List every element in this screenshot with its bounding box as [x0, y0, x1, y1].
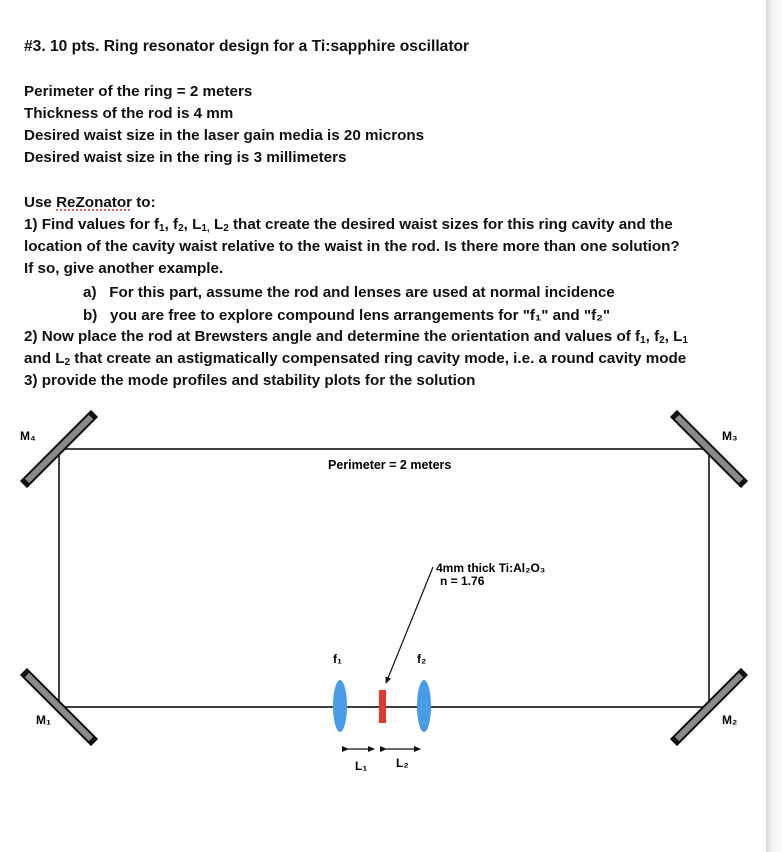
mirror-m1-label: M₁: [36, 713, 51, 727]
question-1-line-3: If so, give another example.: [24, 260, 224, 277]
ti-sapphire-rod: [379, 690, 386, 723]
page-edge-shadow: [766, 0, 782, 852]
q1b-marker: b): [83, 307, 98, 324]
spec-perimeter: Perimeter of the ring = 2 meters: [24, 83, 253, 100]
q2-line2-post: that create an astigmatically compensated ring cavity mode, i.e. a round cavity mode: [70, 350, 687, 367]
use-prefix: Use: [24, 194, 57, 211]
rezonator-word: ReZonator: [56, 194, 133, 211]
lens-f1-label: f₁: [333, 652, 342, 666]
perimeter-label: Perimeter = 2 meters: [328, 458, 452, 472]
lens-f2-label: f₂: [417, 652, 427, 666]
question-1-line-1: 1) Find values for $f_1$, $f_2$, $L_{1,}$ $L_2$ that create the desired waist sizes for this ring cavity and the: [24, 216, 673, 234]
problem-title: #3. 10 pts. Ring resonator design for a Ti:sapphire oscillator: [24, 38, 470, 55]
lens-f1: [333, 680, 347, 732]
mirror-m2-label: M₂: [722, 713, 738, 727]
distance-l2-label: L₂: [396, 756, 409, 770]
q1-line1-post: that create the desired waist sizes for this ring cavity and the: [228, 216, 673, 233]
rod-label-line1: 4mm thick Ti:Al₂O₃: [436, 561, 546, 575]
q1a-text: For this part, assume the rod and lenses are used at normal incidence: [109, 284, 615, 301]
cavity-beam-path: [59, 449, 709, 707]
q1b-text: you are free to explore compound lens arrangements for "f₁" and "f₂": [110, 307, 611, 324]
mirror-m4-label: M₄: [20, 429, 36, 443]
q1a-marker: a): [83, 284, 97, 301]
rod-label-line2: n = 1.76: [440, 574, 485, 588]
lens-f2: [417, 680, 431, 732]
question-3: 3) provide the mode profiles and stability plots for the solution: [24, 372, 476, 389]
spec-waist-gain: Desired waist size in the laser gain media is 20 microns: [24, 127, 425, 144]
spec-thickness: Thickness of the rod is 4 mm: [24, 105, 234, 122]
mirror-m3-label: M₃: [722, 429, 738, 443]
spec-waist-ring: Desired waist size in the ring is 3 millimeters: [24, 149, 347, 166]
use-suffix: to:: [132, 194, 156, 211]
question-1-line-2: location of the cavity waist relative to the waist in the rod. Is there more than one solution?: [24, 238, 680, 255]
q2-line1-pre: 2) Now place the rod at Brewsters angle and determine the orientation and values of f: [24, 328, 641, 345]
q1-line1-pre: 1) Find values for f: [24, 216, 160, 233]
distance-l1-label: L₁: [355, 759, 368, 773]
question-2-line-2: and $L_2$ that create an astigmatically compensated ring cavity mode, i.e. a round cavity mode: [24, 350, 687, 368]
question-2-line-1: 2) Now place the rod at Brewsters angle and determine the orientation and values of $f_1$, $f_2$, $L_1$: [24, 328, 688, 346]
